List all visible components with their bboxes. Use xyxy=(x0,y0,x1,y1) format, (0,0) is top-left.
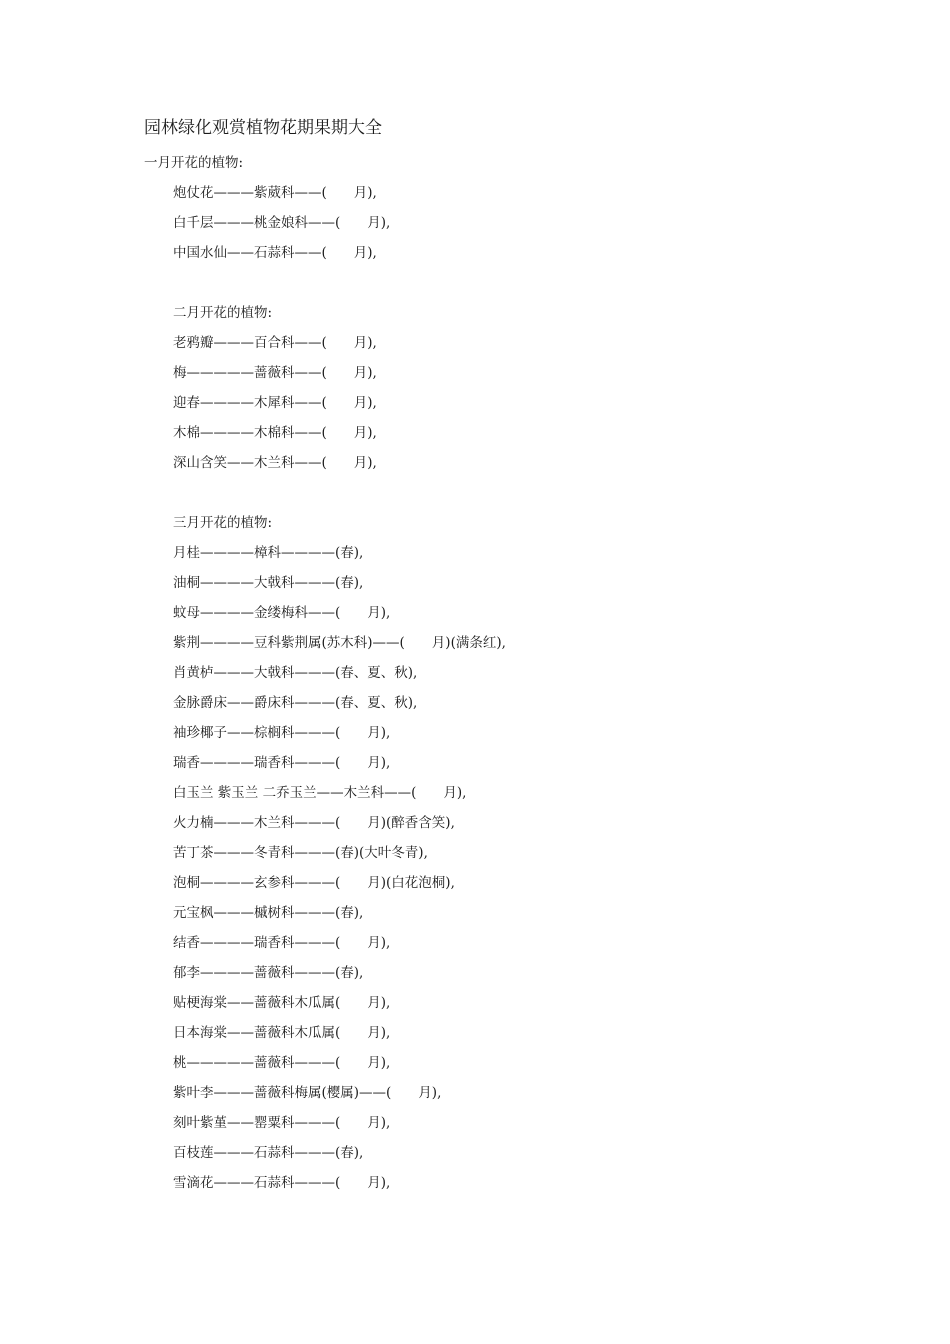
list-item: 苦丁茶———冬青科———(春)(大叶冬青), xyxy=(173,845,428,861)
list-item: 贴梗海棠——蔷薇科木瓜属( 月), xyxy=(173,995,391,1011)
list-item: 迎春————木犀科——( 月), xyxy=(173,395,377,411)
list-item: 梅—————蔷薇科——( 月), xyxy=(173,365,377,381)
list-item: 瑞香————瑞香科———( 月), xyxy=(173,755,391,771)
list-item: 火力楠———木兰科———( 月)(醉香含笑), xyxy=(173,815,455,831)
list-item: 月桂————樟科————(春), xyxy=(173,545,364,561)
section-heading-march: 三月开花的植物: xyxy=(173,515,273,531)
list-item: 金脉爵床——爵床科———(春、夏、秋), xyxy=(173,695,418,711)
list-item: 中国水仙——石蒜科——( 月), xyxy=(173,245,377,261)
document-title: 园林绿化观赏植物花期果期大全 xyxy=(144,118,382,138)
list-item: 肖黄栌———大戟科———(春、夏、秋), xyxy=(173,665,418,681)
list-item: 木棉————木棉科——( 月), xyxy=(173,425,377,441)
list-item: 紫叶李———蔷薇科梅属(樱属)——( 月), xyxy=(173,1085,442,1101)
list-item: 炮仗花———紫葳科——( 月), xyxy=(173,185,377,201)
list-item: 百枝莲———石蒜科———(春), xyxy=(173,1145,364,1161)
list-item: 白千层———桃金娘科——( 月), xyxy=(173,215,391,231)
list-item: 油桐————大戟科———(春), xyxy=(173,575,364,591)
list-item: 元宝枫———槭树科———(春), xyxy=(173,905,364,921)
list-item: 老鸦瓣———百合科——( 月), xyxy=(173,335,377,351)
section-heading-february: 二月开花的植物: xyxy=(173,305,273,321)
list-item: 白玉兰 紫玉兰 二乔玉兰——木兰科——( 月), xyxy=(173,785,467,801)
list-item: 袖珍椰子——棕榈科———( 月), xyxy=(173,725,391,741)
list-item: 日本海棠——蔷薇科木瓜属( 月), xyxy=(173,1025,391,1041)
list-item: 蚊母————金缕梅科——( 月), xyxy=(173,605,391,621)
list-item: 结香————瑞香科———( 月), xyxy=(173,935,391,951)
list-item: 桃—————蔷薇科———( 月), xyxy=(173,1055,391,1071)
list-item: 泡桐————玄参科———( 月)(白花泡桐), xyxy=(173,875,455,891)
list-item: 紫荆————豆科紫荆属(苏木科)——( 月)(满条红), xyxy=(173,635,506,651)
list-item: 深山含笑——木兰科——( 月), xyxy=(173,455,377,471)
list-item: 雪滴花———石蒜科———( 月), xyxy=(173,1175,391,1191)
list-item: 刻叶紫堇——罂粟科———( 月), xyxy=(173,1115,391,1131)
section-heading-january: 一月开花的植物: xyxy=(144,155,244,171)
list-item: 郁李————蔷薇科———(春), xyxy=(173,965,364,981)
